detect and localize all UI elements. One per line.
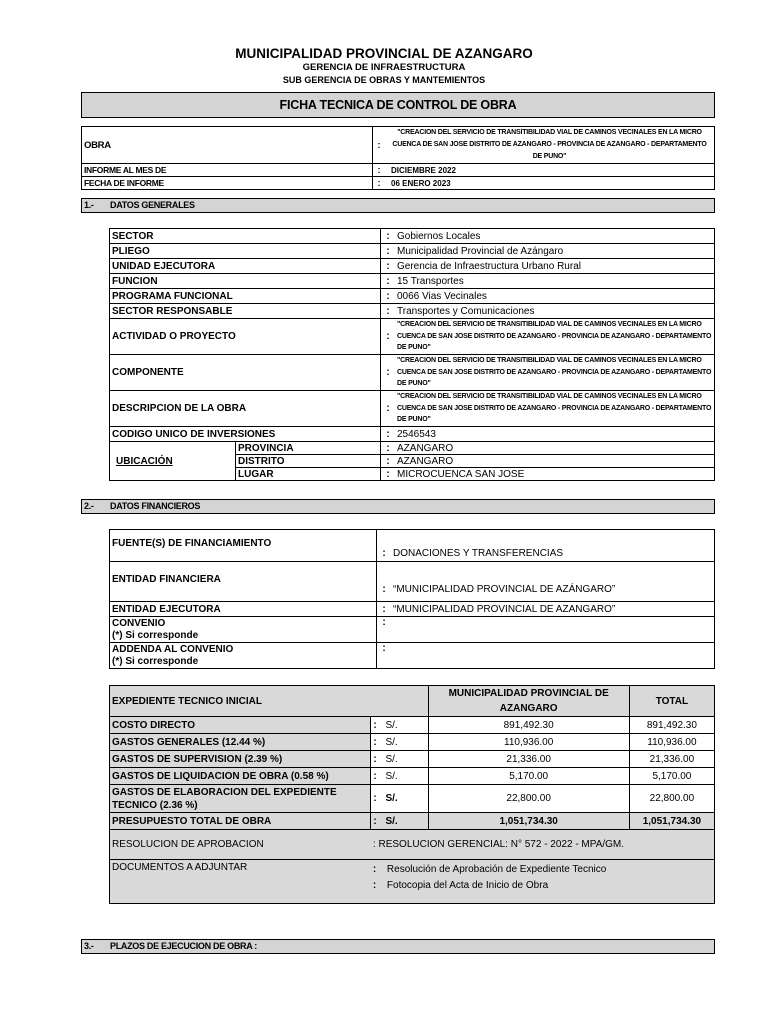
row-muni: 21,336.00 bbox=[428, 751, 629, 768]
entidad-ejecutora-value: “MUNICIPALIDAD PROVINCIAL DE AZANGARO” bbox=[391, 602, 715, 617]
row-label: COSTO DIRECTO bbox=[110, 717, 371, 734]
financial-data-table: FUENTE(S) DE FINANCIAMIENTO : DONACIONES Y TRANSFERENCIAS ENTIDAD FINANCIERA : “MUNICIPALIDAD PROVINCIAL DE AZÁNGARO” ENTIDAD EJECUTORA : “MUNICIPALIDAD PROVINCIAL DE AZANGARO” CONVENIO (*) Si corresponde : ADDENDA AL CONVENIO (*) Si corresponde : bbox=[109, 529, 715, 669]
sector-label: SECTOR bbox=[110, 229, 381, 244]
row-total: 22,800.00 bbox=[629, 785, 714, 813]
section-1-label: DATOS GENERALES bbox=[110, 200, 195, 210]
sector-resp-value: Transportes y Comunicaciones bbox=[395, 304, 715, 319]
funcion-value: 15 Transportes bbox=[395, 274, 715, 289]
colon: : bbox=[373, 177, 386, 190]
row-total: 891,492.30 bbox=[629, 717, 714, 734]
sub-department-name: SUB GERENCIA DE OBRAS Y MANTEMIENTOS bbox=[282, 75, 486, 85]
obra-label: OBRA bbox=[82, 127, 373, 164]
document-title: FICHA TECNICA DE CONTROL DE OBRA bbox=[81, 92, 715, 118]
section-1-bar bbox=[81, 198, 715, 213]
currency: S/. bbox=[383, 813, 428, 830]
unidad-value: Gerencia de Infraestructura Urbano Rural bbox=[395, 259, 715, 274]
unidad-label: UNIDAD EJECUTORA bbox=[110, 259, 381, 274]
obra-table bbox=[81, 126, 715, 190]
programa-label: PROGRAMA FUNCIONAL bbox=[110, 289, 381, 304]
expediente-row: GASTOS DE ELABORACION DEL EXPEDIENTE TECNICO (2.36 %) : S/. 22,800.00 22,800.00 bbox=[110, 785, 715, 813]
section-3-label: PLAZOS DE EJECUCION DE OBRA : bbox=[110, 941, 257, 951]
distrito-value: AZANGARO bbox=[395, 455, 715, 468]
colon: : bbox=[373, 127, 386, 164]
row-total: 21,336.00 bbox=[629, 751, 714, 768]
documento-item: : Fotocopia del Acta de Inicio de Obra bbox=[372, 880, 549, 891]
pliego-label: PLIEGO bbox=[110, 244, 381, 259]
programa-value: 0066 Vias Vecinales bbox=[395, 289, 715, 304]
row-label: GASTOS DE LIQUIDACION DE OBRA (0.58 %) bbox=[110, 768, 371, 785]
expediente-header-label: EXPEDIENTE TECNICO INICIAL bbox=[110, 686, 429, 717]
section-1-number: 1.- bbox=[84, 200, 94, 210]
descripcion-label: DESCRIPCION DE LA OBRA bbox=[110, 391, 381, 427]
section-2-number: 2.- bbox=[84, 501, 94, 511]
currency: S/. bbox=[383, 717, 428, 734]
municipality-name: MUNICIPALIDAD PROVINCIAL DE AZANGARO bbox=[235, 46, 533, 61]
fecha-label: FECHA DE INFORME bbox=[82, 177, 373, 190]
fuente-value: DONACIONES Y TRANSFERENCIAS bbox=[391, 530, 715, 562]
currency: S/. bbox=[383, 751, 428, 768]
documentos-list bbox=[371, 860, 715, 904]
documentos-label: DOCUMENTOS A ADJUNTAR bbox=[110, 860, 371, 904]
colon: : bbox=[373, 164, 386, 177]
resolucion-value: : RESOLUCION GERENCIAL: N° 572 - 2022 - MPA/GM. bbox=[371, 830, 715, 860]
resolucion-label: RESOLUCION DE APROBACION bbox=[110, 830, 371, 860]
general-data-table: SECTOR : Gobiernos Locales PLIEGO : Municipalidad Provincial de Azángaro UNIDAD EJECUTORA : Gerencia de Infraestructura Urbano Rural FUNCION : 15 Transportes PROGRAMA FUNCIONAL : 0066 Vias Vecinales SECTOR RESPONSABLE : Transportes y Comunicaciones ACTIVIDAD O PROYECTO : "CREACION DEL SERVICIO DE TRANSITIBILIDAD VIAL DE CAMINOS VECINALES EN LA MICRO CUENCA DE SAN JOSE DISTRITO DE AZANGARO - PROVINCIA DE AZANGARO - DEPARTAMENTO DE PUNO" COMPONENTE : "CREACION DEL SERVICIO DE TRANSITIBILIDAD VIAL DE CAMINOS VECINALES EN LA MICRO CUENCA DE SAN JOSE DISTRITO DE AZANGARO - PROVINCIA DE AZANGARO - DEPARTAMENTO DE PUNO" DESCRIPCION DE LA OBRA : "CREACION DEL SERVICIO DE TRANSITIBILIDAD VIAL DE CAMINOS VECINALES EN LA MICRO CUENCA DE SAN JOSE DISTRITO DE AZANGARO - PROVINCIA DE AZANGARO - DEPARTAMENTO DE PUNO" CODIGO UNICO DE INVERSIONES : 2546543 UBICACIÓN PROVINCIA : AZANGARO DISTRITO : AZANGARO LUGAR : MICROCUENCA SAN JOSE bbox=[109, 228, 715, 481]
total-label: PRESUPUESTO TOTAL DE OBRA bbox=[110, 813, 371, 830]
lugar-value: MICROCUENCA SAN JOSE bbox=[395, 468, 715, 481]
addenda-note: (*) Si corresponde bbox=[112, 655, 199, 667]
row-muni: 891,492.30 bbox=[428, 717, 629, 734]
expediente-header-muni: MUNICIPALIDAD PROVINCIAL DE AZANGARO bbox=[428, 686, 629, 717]
entidad-financiera-label: ENTIDAD FINANCIERA bbox=[110, 562, 377, 602]
expediente-total-row: PRESUPUESTO TOTAL DE OBRA : S/. 1,051,734.30 1,051,734.30 bbox=[110, 813, 715, 830]
department-name: GERENCIA DE INFRAESTRUCTURA bbox=[302, 62, 466, 73]
addenda-cell bbox=[110, 643, 377, 669]
row-muni: 110,936.00 bbox=[428, 734, 629, 751]
provincia-label: PROVINCIA bbox=[236, 442, 381, 455]
row-total: 110,936.00 bbox=[629, 734, 714, 751]
row-label: GASTOS DE SUPERVISION (2.39 %) bbox=[110, 751, 371, 768]
row-label: GASTOS GENERALES (12.44 %) bbox=[110, 734, 371, 751]
currency: S/. bbox=[383, 768, 428, 785]
entidad-financiera-value: “MUNICIPALIDAD PROVINCIAL DE AZÁNGARO” bbox=[391, 562, 715, 602]
expediente-row: GASTOS DE LIQUIDACION DE OBRA (0.58 %) : S/. 5,170.00 5,170.00 bbox=[110, 768, 715, 785]
componente-label: COMPONENTE bbox=[110, 355, 381, 391]
convenio-cell bbox=[110, 617, 377, 643]
fecha-value: 06 ENERO 2023 bbox=[385, 177, 715, 190]
row-muni: 5,170.00 bbox=[428, 768, 629, 785]
section-3-number: 3.- bbox=[84, 941, 94, 951]
currency: S/. bbox=[383, 734, 428, 751]
expediente-header-total: TOTAL bbox=[629, 686, 714, 717]
provincia-value: AZANGARO bbox=[395, 442, 715, 455]
componente-value: "CREACION DEL SERVICIO DE TRANSITIBILIDAD VIAL DE CAMINOS VECINALES EN LA MICRO CUENCA DE SAN JOSE DISTRITO DE AZANGARO - PROVINCIA DE AZANGARO - DEPARTAMENTO DE PUNO" bbox=[395, 355, 715, 391]
total-total: 1,051,734.30 bbox=[629, 813, 714, 830]
informe-value: DICIEMBRE 2022 bbox=[385, 164, 715, 177]
obra-value: "CREACION DEL SERVICIO DE TRANSITIBILIDAD VIAL DE CAMINOS VECINALES EN LA MICRO CUENCA DE SAN JOSE DISTRITO DE AZANGARO - PROVINCIA DE AZANGARO - DEPARTAMENTO DE PUNO" bbox=[385, 127, 715, 164]
section-2-bar bbox=[81, 499, 715, 514]
funcion-label: FUNCION bbox=[110, 274, 381, 289]
ubicacion-label: UBICACIÓN bbox=[110, 442, 236, 481]
actividad-label: ACTIVIDAD O PROYECTO bbox=[110, 319, 381, 355]
section-2-label: DATOS FINANCIEROS bbox=[110, 501, 201, 511]
convenio-note: (*) Si corresponde bbox=[112, 629, 199, 641]
sector-resp-label: SECTOR RESPONSABLE bbox=[110, 304, 381, 319]
section-3-bar bbox=[81, 939, 715, 954]
informe-label: INFORME AL MES DE bbox=[82, 164, 373, 177]
row-muni: 22,800.00 bbox=[428, 785, 629, 813]
expediente-row: GASTOS DE SUPERVISION (2.39 %) : S/. 21,336.00 21,336.00 bbox=[110, 751, 715, 768]
lugar-label: LUGAR bbox=[236, 468, 381, 481]
descripcion-value: "CREACION DEL SERVICIO DE TRANSITIBILIDAD VIAL DE CAMINOS VECINALES EN LA MICRO CUENCA DE SAN JOSE DISTRITO DE AZANGARO - PROVINCIA DE AZANGARO - DEPARTAMENTO DE PUNO" bbox=[395, 391, 715, 427]
fuente-label: FUENTE(S) DE FINANCIAMIENTO bbox=[110, 530, 377, 562]
addenda-label: ADDENDA AL CONVENIO bbox=[112, 643, 234, 655]
codigo-label: CODIGO UNICO DE INVERSIONES bbox=[110, 427, 381, 442]
total-muni: 1,051,734.30 bbox=[428, 813, 629, 830]
expediente-table bbox=[109, 685, 715, 904]
actividad-value: "CREACION DEL SERVICIO DE TRANSITIBILIDAD VIAL DE CAMINOS VECINALES EN LA MICRO CUENCA DE SAN JOSE DISTRITO DE AZANGARO - PROVINCIA DE AZANGARO - DEPARTAMENTO DE PUNO" bbox=[395, 319, 715, 355]
expediente-row: GASTOS GENERALES (12.44 %) : S/. 110,936.00 110,936.00 bbox=[110, 734, 715, 751]
row-label: GASTOS DE ELABORACION DEL EXPEDIENTE TECNICO (2.36 %) bbox=[110, 785, 371, 813]
expediente-row: COSTO DIRECTO : S/. 891,492.30 891,492.30 bbox=[110, 717, 715, 734]
currency: S/. bbox=[383, 785, 428, 813]
row-total: 5,170.00 bbox=[629, 768, 714, 785]
sector-value: Gobiernos Locales bbox=[395, 229, 715, 244]
codigo-value: 2546543 bbox=[395, 427, 715, 442]
distrito-label: DISTRITO bbox=[236, 455, 381, 468]
documento-item: : Resolución de Aprobación de Expediente Tecnico bbox=[372, 864, 607, 875]
entidad-ejecutora-label: ENTIDAD EJECUTORA bbox=[110, 602, 377, 617]
pliego-value: Municipalidad Provincial de Azángaro bbox=[395, 244, 715, 259]
convenio-label: CONVENIO bbox=[112, 617, 166, 629]
